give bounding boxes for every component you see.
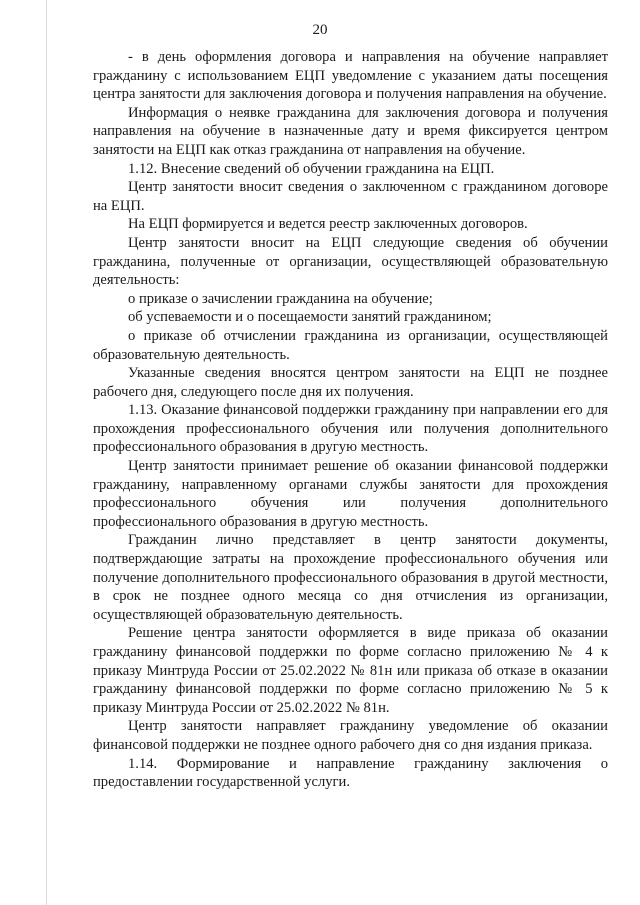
paragraph: Центр занятости направляет гражданину уведомление об оказании финансовой поддержки не позднее одного рабочего дня со дня издания приказа. [93, 718, 608, 753]
list-item: об успеваемости и о посещаемости занятий гражданином; [128, 309, 492, 326]
section-heading-1-13: 1.13. Оказание финансовой поддержки гражданину при направлении его для прохождения профессионального обучения или получения дополнительного профессионального образования в другую местность. [93, 402, 608, 456]
document-body [93, 48, 608, 792]
paragraph: Гражданин лично представляет в центр занятости документы, подтверждающие затраты на прохождение профессионального обучения или получение дополнительного профессионального образования в другой местности, в срок не позднее одного месяца со дня отчисления из организации, осуществляющей образовательную деятельность. [93, 532, 608, 623]
section-heading-1-12: 1.12. Внесение сведений об обучении гражданина на ЕЦП. [128, 160, 495, 177]
paragraph: Указанные сведения вносятся центром занятости на ЕЦП не позднее рабочего дня, следующего после дня их получения. [93, 365, 608, 400]
paragraph: Центр занятости вносит сведения о заключенном с гражданином договоре на ЕЦП. [93, 179, 608, 214]
paragraph: Центр занятости вносит на ЕЦП следующие сведения об обучении гражданина, полученные от организации, осуществляющей образовательную деятельность: [93, 234, 608, 289]
page-left-edge-line [46, 0, 47, 905]
paragraph: Информация о неявке гражданина для заключения договора и получения направления на обучение в назначенные дату и время фиксируется центром занятости на ЕЦП как отказ гражданина от направления на обучение. [93, 104, 608, 158]
section-heading-1-14: 1.14. Формирование и направление гражданину заключения о предоставлении государственной услуги. [93, 755, 608, 791]
list-item: о приказе об отчислении гражданина из организации, осуществляющей образовательную деятельность. [93, 327, 608, 363]
paragraph: Решение центра занятости оформляется в виде приказа об оказании гражданину финансовой поддержки по форме согласно приложению № 4 к приказу Минтруда России от 25.02.2022 № 81н или приказа об отказе в оказании гражданину финансовой поддержки по форме согласно приложению № 5 к приказу Минтруда России от 25.02.2022 № 81н. [93, 625, 608, 716]
list-item: о приказе о зачислении гражданина на обучение; [128, 290, 433, 307]
paragraph: Центр занятости принимает решение об оказании финансовой поддержки гражданину, направленному органами службы занятости для прохождения профессионального обучения или получения дополнительного профессионального образования в другую местность. [93, 458, 608, 530]
paragraph: - в день оформления договора и направления на обучение направляет гражданину с использованием ЕЦП уведомление с указанием даты посещения центра занятости для заключения договора и получения направления на обучение. [93, 49, 608, 103]
page-number: 20 [312, 22, 328, 38]
paragraph: На ЕЦП формируется и ведется реестр заключенных договоров. [128, 216, 528, 233]
